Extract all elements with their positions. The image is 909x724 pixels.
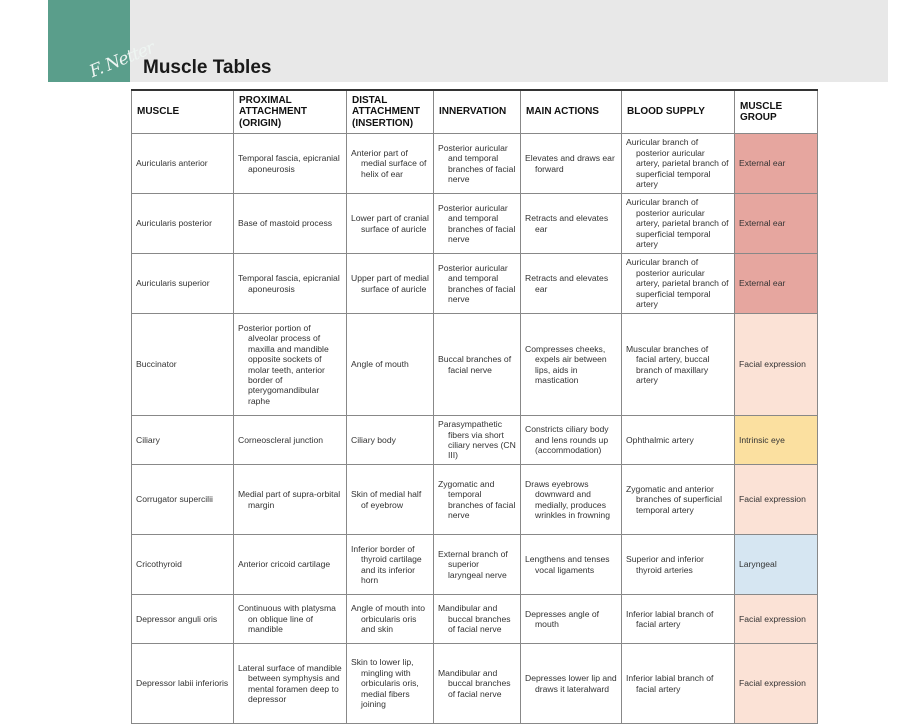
cell-innervation: Mandibular and buccal branches of facial nerve [434,595,521,644]
cell-origin: Temporal fascia, epicranial aponeurosis [234,134,347,194]
table-row [132,416,818,465]
cell-muscle-group: Laryngeal [735,535,818,595]
logo-signature: F. Netter [86,38,158,82]
page-title: Muscle Tables [143,57,272,78]
cell-blood-supply: Muscular branches of facial artery, buccal branch of maxillary artery [622,314,735,416]
cell-muscle: Cricothyroid [132,535,234,595]
cell-origin: Temporal fascia, epicranial aponeurosis [234,254,347,314]
cell-insertion: Ciliary body [347,416,434,465]
header-origin: PROXIMAL ATTACHMENT (ORIGIN) [234,90,347,134]
cell-muscle-group: Facial expression [735,595,818,644]
cell-origin: Lateral surface of mandible between symphysis and mental foramen deep to depressor [234,644,347,724]
cell-origin: Medial part of supra-orbital margin [234,465,347,535]
cell-insertion: Angle of mouth into orbicularis oris and skin [347,595,434,644]
cell-actions: Compresses cheeks, expels air between lips, aids in mastication [521,314,622,416]
cell-muscle-group: Intrinsic eye [735,416,818,465]
cell-origin: Posterior portion of alveolar process of maxilla and mandible opposite sockets of molar teeth, anterior border of pterygomandibular raphe [234,314,347,416]
cell-actions: Depresses lower lip and draws it lateralward [521,644,622,724]
header-muscle-group: MUSCLE GROUP [735,90,818,134]
cell-blood-supply: Zygomatic and anterior branches of superficial temporal artery [622,465,735,535]
cell-actions: Constricts ciliary body and lens rounds up (accommodation) [521,416,622,465]
table-row [132,644,818,724]
cell-muscle: Corrugator supercilii [132,465,234,535]
cell-innervation: Posterior auricular and temporal branches of facial nerve [434,254,521,314]
cell-innervation: Posterior auricular and temporal branches of facial nerve [434,194,521,254]
cell-blood-supply: Inferior labial branch of facial artery [622,595,735,644]
cell-insertion: Lower part of cranial surface of auricle [347,194,434,254]
muscle-table [131,89,818,724]
cell-insertion: Upper part of medial surface of auricle [347,254,434,314]
cell-muscle: Depressor anguli oris [132,595,234,644]
table-row [132,535,818,595]
cell-muscle-group: Facial expression [735,314,818,416]
cell-blood-supply: Auricular branch of posterior auricular artery, parietal branch of superficial temporal artery [622,194,735,254]
table-row [132,194,818,254]
header-main-actions: MAIN ACTIONS [521,90,622,134]
cell-blood-supply: Ophthalmic artery [622,416,735,465]
cell-muscle-group: Facial expression [735,644,818,724]
cell-muscle-group: External ear [735,194,818,254]
table-row [132,595,818,644]
cell-muscle-group: External ear [735,134,818,194]
cell-innervation: Posterior auricular and temporal branches of facial nerve [434,134,521,194]
cell-blood-supply: Inferior labial branch of facial artery [622,644,735,724]
cell-actions: Depresses angle of mouth [521,595,622,644]
cell-actions: Lengthens and tenses vocal ligaments [521,535,622,595]
header-muscle: MUSCLE [132,90,234,134]
cell-muscle: Auricularis posterior [132,194,234,254]
cell-blood-supply: Auricular branch of posterior auricular artery, parietal branch of superficial temporal artery [622,254,735,314]
cell-muscle-group: Facial expression [735,465,818,535]
cell-innervation: Zygomatic and temporal branches of facial nerve [434,465,521,535]
table-row [132,314,818,416]
cell-muscle: Buccinator [132,314,234,416]
cell-innervation: Mandibular and buccal branches of facial nerve [434,644,521,724]
cell-origin: Base of mastoid process [234,194,347,254]
cell-insertion: Inferior border of thyroid cartilage and its inferior horn [347,535,434,595]
table-row [132,134,818,194]
cell-blood-supply: Auricular branch of posterior auricular artery, parietal branch of superficial temporal artery [622,134,735,194]
cell-actions: Retracts and elevates ear [521,194,622,254]
cell-insertion: Anterior part of medial surface of helix of ear [347,134,434,194]
cell-innervation: External branch of superior laryngeal nerve [434,535,521,595]
cell-muscle: Auricularis anterior [132,134,234,194]
cell-muscle: Depressor labii inferioris [132,644,234,724]
cell-actions: Retracts and elevates ear [521,254,622,314]
table-row [132,465,818,535]
table-row [132,254,818,314]
cell-muscle: Auricularis superior [132,254,234,314]
cell-innervation: Buccal branches of facial nerve [434,314,521,416]
cell-origin: Continuous with platysma on oblique line of mandible [234,595,347,644]
cell-muscle-group: External ear [735,254,818,314]
cell-origin: Corneoscleral junction [234,416,347,465]
cell-insertion: Angle of mouth [347,314,434,416]
cell-actions: Draws eyebrows downward and medially, produces wrinkles in frowning [521,465,622,535]
cell-insertion: Skin of medial half of eyebrow [347,465,434,535]
cell-insertion: Skin to lower lip, mingling with orbicularis oris, medial fibers joining [347,644,434,724]
header-innervation: INNERVATION [434,90,521,134]
cell-innervation: Parasympathetic fibers via short ciliary nerves (CN III) [434,416,521,465]
header-insertion: DISTAL ATTACHMENT (INSERTION) [347,90,434,134]
cell-muscle: Ciliary [132,416,234,465]
cell-blood-supply: Superior and inferior thyroid arteries [622,535,735,595]
cell-actions: Elevates and draws ear forward [521,134,622,194]
cell-origin: Anterior cricoid cartilage [234,535,347,595]
header-blood-supply: BLOOD SUPPLY [622,90,735,134]
table-header-row [132,90,818,134]
